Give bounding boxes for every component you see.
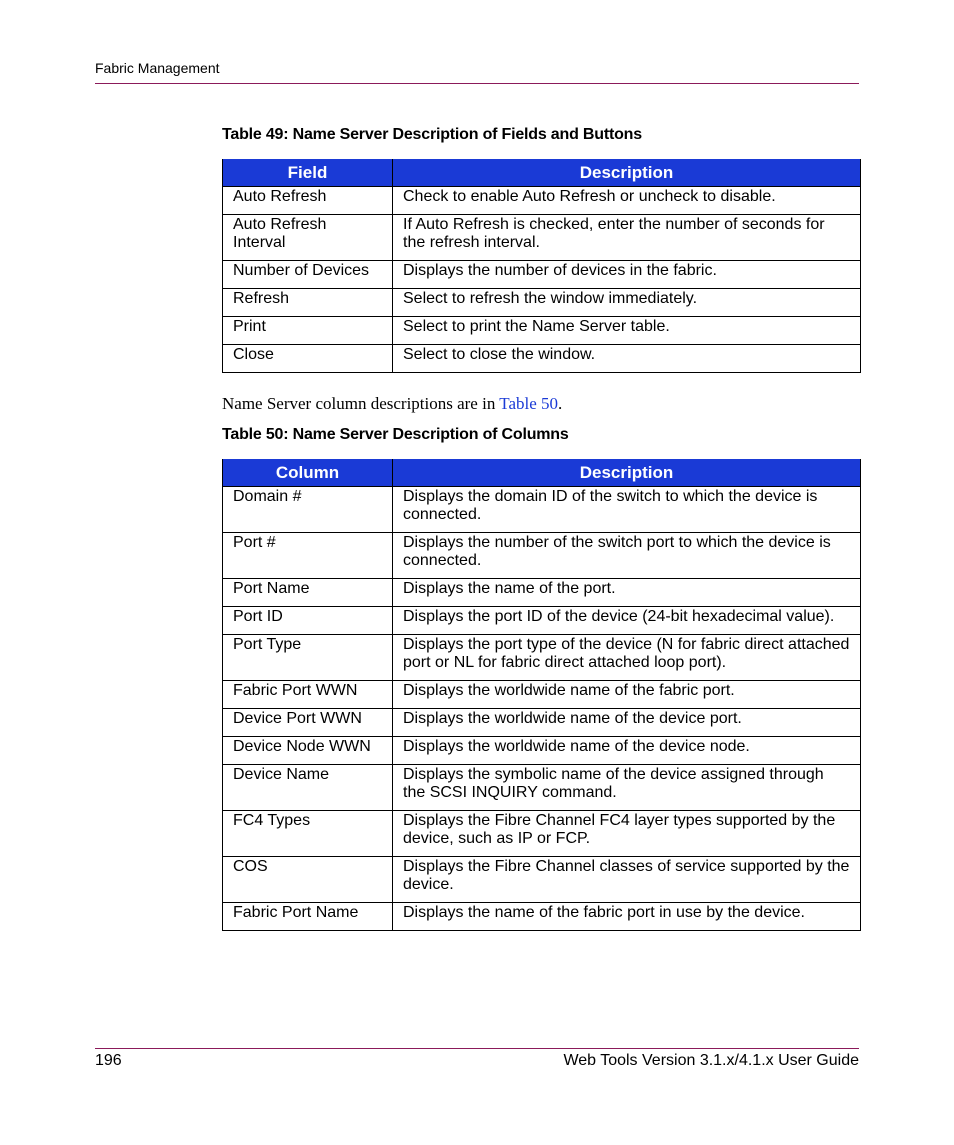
column-cell: Port Name: [223, 579, 393, 607]
page-number: 196: [95, 1052, 122, 1069]
table-50: [222, 459, 861, 931]
table-row: [223, 857, 861, 903]
column-cell: Port ID: [223, 607, 393, 635]
table-row: [223, 487, 861, 533]
field-cell: Auto Refresh: [223, 187, 393, 215]
column-header-column: Column: [223, 459, 393, 487]
footer-rule: [95, 1048, 859, 1049]
description-cell: Displays the symbolic name of the device assigned through the SCSI INQUIRY command.: [393, 765, 861, 811]
description-cell: If Auto Refresh is checked, enter the number of seconds for the refresh interval.: [393, 215, 861, 261]
description-cell: Displays the worldwide name of the device node.: [393, 737, 861, 765]
column-cell: Device Port WWN: [223, 709, 393, 737]
field-cell: Auto Refresh Interval: [223, 215, 393, 261]
table-row: [223, 811, 861, 857]
paragraph-text-end: .: [558, 394, 563, 413]
column-header-field: Field: [223, 159, 393, 187]
table-row: [223, 533, 861, 579]
column-cell: Device Node WWN: [223, 737, 393, 765]
table-row: [223, 607, 861, 635]
column-header-description: Description: [393, 459, 861, 487]
table-row: [223, 261, 861, 289]
document-title: Web Tools Version 3.1.x/4.1.x User Guide: [563, 1052, 859, 1069]
field-cell: Number of Devices: [223, 261, 393, 289]
column-cell: Port #: [223, 533, 393, 579]
description-cell: Displays the port type of the device (N for fabric direct attached port or NL for fabric direct attached loop port).: [393, 635, 861, 681]
table-row: [223, 737, 861, 765]
description-cell: Displays the Fibre Channel classes of service supported by the device.: [393, 857, 861, 903]
column-cell: Domain #: [223, 487, 393, 533]
column-cell: FC4 Types: [223, 811, 393, 857]
column-cell: Device Name: [223, 765, 393, 811]
description-cell: Displays the name of the fabric port in use by the device.: [393, 903, 861, 931]
table-49-caption: Table 49: Name Server Description of Fields and Buttons: [222, 126, 642, 143]
table-row: [223, 903, 861, 931]
table-header-row: [223, 159, 861, 187]
description-cell: Select to refresh the window immediately.: [393, 289, 861, 317]
field-cell: Print: [223, 317, 393, 345]
description-cell: Select to print the Name Server table.: [393, 317, 861, 345]
table-49: [222, 159, 861, 373]
table-row: [223, 635, 861, 681]
column-header-description: Description: [393, 159, 861, 187]
table-row: [223, 681, 861, 709]
body-paragraph: [222, 394, 562, 414]
description-cell: Displays the number of devices in the fabric.: [393, 261, 861, 289]
column-cell: Fabric Port WWN: [223, 681, 393, 709]
column-cell: COS: [223, 857, 393, 903]
description-cell: Displays the port ID of the device (24-bit hexadecimal value).: [393, 607, 861, 635]
table-row: [223, 317, 861, 345]
description-cell: Displays the name of the port.: [393, 579, 861, 607]
description-cell: Select to close the window.: [393, 345, 861, 373]
table-row: [223, 289, 861, 317]
header-rule: [95, 83, 859, 84]
table-row: [223, 579, 861, 607]
table-row: [223, 345, 861, 373]
description-cell: Displays the number of the switch port to which the device is connected.: [393, 533, 861, 579]
paragraph-text: Name Server column descriptions are in: [222, 394, 500, 413]
description-cell: Displays the Fibre Channel FC4 layer types supported by the device, such as IP or FCP.: [393, 811, 861, 857]
table-50-caption: Table 50: Name Server Description of Columns: [222, 426, 569, 443]
table-row: [223, 709, 861, 737]
table-row: [223, 765, 861, 811]
table-50-link[interactable]: Table 50: [499, 394, 559, 413]
description-cell: Displays the worldwide name of the fabric port.: [393, 681, 861, 709]
description-cell: Displays the domain ID of the switch to which the device is connected.: [393, 487, 861, 533]
column-cell: Fabric Port Name: [223, 903, 393, 931]
field-cell: Refresh: [223, 289, 393, 317]
field-cell: Close: [223, 345, 393, 373]
table-header-row: [223, 459, 861, 487]
description-cell: Check to enable Auto Refresh or uncheck to disable.: [393, 187, 861, 215]
running-header: Fabric Management: [95, 60, 220, 76]
description-cell: Displays the worldwide name of the device port.: [393, 709, 861, 737]
column-cell: Port Type: [223, 635, 393, 681]
table-row: [223, 187, 861, 215]
table-row: [223, 215, 861, 261]
